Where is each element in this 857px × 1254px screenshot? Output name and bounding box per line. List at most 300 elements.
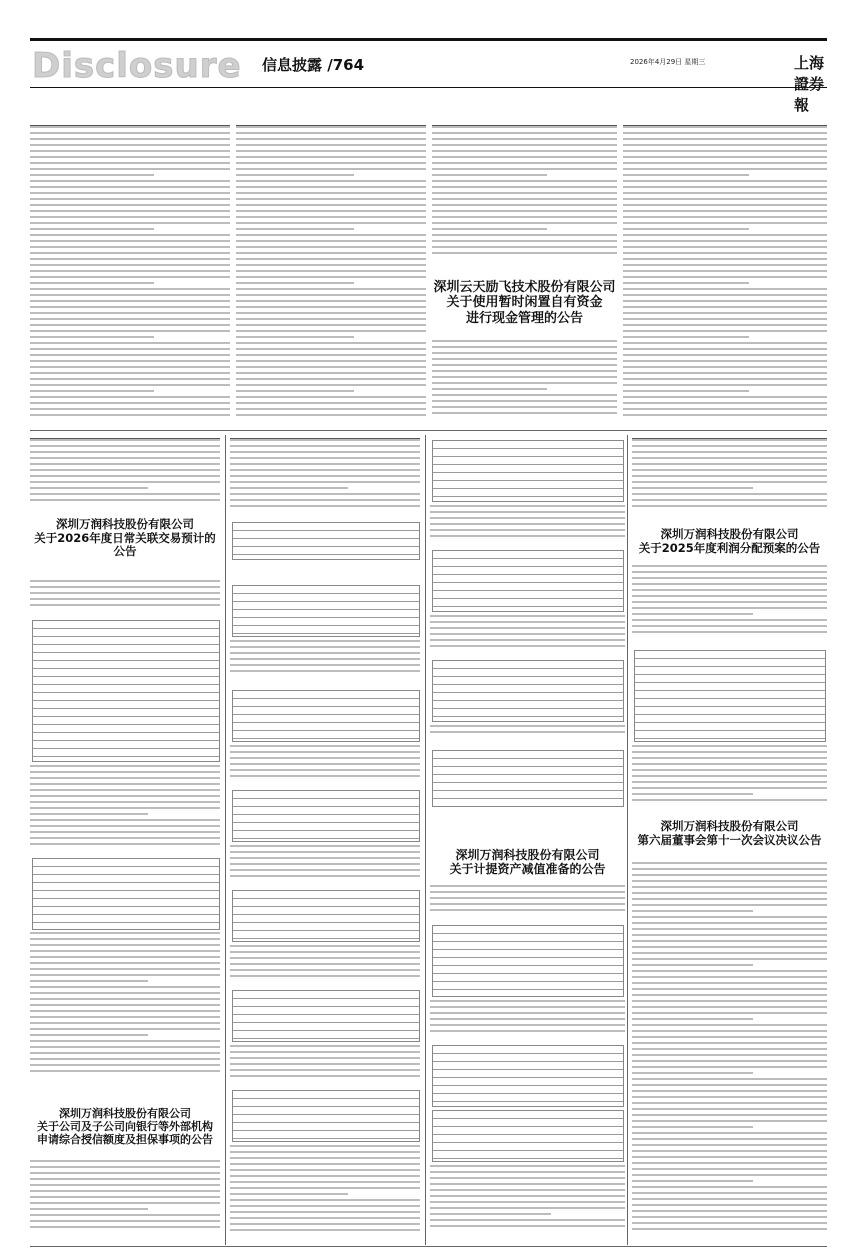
text-line	[30, 234, 230, 236]
text-line	[632, 769, 827, 771]
text-line	[236, 324, 426, 326]
text-line	[236, 342, 426, 344]
text-line	[30, 378, 230, 380]
text-line	[230, 1175, 420, 1177]
text-line	[236, 246, 426, 248]
text-line	[632, 589, 827, 591]
text-line	[30, 445, 220, 447]
text-line	[230, 963, 420, 965]
text-line	[432, 370, 617, 372]
text-line	[30, 457, 220, 459]
text-line	[632, 982, 827, 984]
text-line	[632, 916, 827, 918]
text-line	[30, 1226, 220, 1228]
text-line	[230, 969, 420, 971]
text-line	[430, 529, 625, 531]
text-line	[432, 382, 617, 384]
text-line	[432, 150, 617, 152]
text-line	[236, 396, 426, 398]
text-line	[632, 1036, 827, 1038]
text-line	[430, 505, 625, 507]
text-line	[432, 364, 617, 366]
bottom-col-c-text-5	[430, 1000, 625, 1040]
text-line	[432, 186, 617, 188]
text-line	[623, 252, 827, 254]
text-line	[623, 192, 827, 194]
text-line	[432, 406, 617, 408]
text-line	[30, 1058, 220, 1060]
financial-data-table-9	[432, 660, 624, 722]
text-line	[632, 1024, 827, 1026]
text-line	[632, 1084, 827, 1086]
text-line	[30, 1208, 148, 1210]
bottom-col-a-text-bottom	[30, 932, 220, 1082]
text-line	[230, 481, 420, 483]
text-line	[30, 180, 230, 182]
text-line	[236, 408, 426, 410]
text-line	[236, 216, 426, 218]
text-line	[632, 1108, 827, 1110]
text-line	[30, 366, 230, 368]
text-line	[30, 1214, 220, 1216]
text-line	[623, 240, 827, 242]
text-line	[30, 330, 230, 332]
text-line	[30, 598, 220, 600]
text-line	[30, 126, 230, 128]
text-line	[236, 288, 426, 290]
text-line	[432, 340, 617, 342]
text-line	[430, 1201, 625, 1203]
text-line	[236, 240, 426, 242]
text-line	[230, 775, 420, 777]
bottom-col-d-text-2	[632, 745, 827, 810]
text-line	[430, 1183, 625, 1185]
text-line	[632, 583, 827, 585]
text-line	[30, 499, 220, 501]
text-line	[632, 892, 827, 894]
text-line	[30, 1016, 220, 1018]
column-divider-1	[225, 435, 226, 1245]
text-line	[623, 366, 827, 368]
text-line	[230, 1169, 420, 1171]
text-line	[30, 324, 230, 326]
text-line	[632, 793, 753, 795]
text-line	[30, 1040, 220, 1042]
text-line	[30, 252, 230, 254]
text-line	[30, 204, 230, 206]
text-line	[30, 1052, 220, 1054]
text-line	[30, 270, 230, 272]
text-line	[432, 376, 617, 378]
text-line	[30, 348, 230, 350]
text-line	[236, 198, 426, 200]
text-line	[230, 857, 420, 859]
text-line	[430, 731, 625, 733]
text-line	[236, 264, 426, 266]
top-text-column-4	[623, 125, 827, 426]
text-line	[430, 1018, 625, 1020]
text-line	[632, 940, 827, 942]
text-line	[230, 1187, 420, 1189]
text-line	[623, 336, 749, 338]
text-line	[30, 1034, 148, 1036]
text-line	[632, 1186, 827, 1188]
text-line	[30, 843, 220, 845]
text-line	[632, 1162, 827, 1164]
text-line	[430, 1213, 551, 1215]
text-line	[430, 1030, 625, 1032]
text-line	[632, 625, 827, 627]
text-line	[30, 372, 230, 374]
bottom-col-b-text-4	[230, 945, 420, 985]
text-line	[230, 863, 420, 865]
text-line	[430, 1195, 625, 1197]
text-line	[623, 312, 827, 314]
text-line	[30, 932, 220, 934]
text-line	[632, 1042, 827, 1044]
text-line	[632, 1102, 827, 1104]
text-line	[30, 162, 230, 164]
text-line	[623, 396, 827, 398]
text-line	[30, 216, 230, 218]
text-line	[236, 204, 426, 206]
text-line	[30, 336, 154, 338]
text-line	[30, 451, 220, 453]
text-line	[230, 951, 420, 953]
text-line	[30, 174, 154, 176]
text-line	[632, 1144, 827, 1146]
text-line	[30, 789, 220, 791]
text-line	[430, 725, 625, 727]
text-line	[430, 535, 625, 537]
text-line	[623, 282, 749, 284]
text-line	[623, 150, 827, 152]
text-line	[623, 414, 827, 416]
profit-distribution-table	[634, 650, 826, 742]
text-line	[230, 1211, 420, 1213]
text-line	[30, 439, 220, 441]
text-line	[30, 222, 230, 224]
text-line	[30, 475, 220, 477]
text-line	[623, 138, 827, 140]
text-line	[432, 144, 617, 146]
text-line	[230, 769, 420, 771]
text-line	[430, 517, 625, 519]
text-line	[430, 511, 625, 513]
text-line	[632, 1168, 827, 1170]
text-line	[236, 306, 426, 308]
text-line	[230, 1045, 420, 1047]
text-line	[30, 282, 154, 284]
aging-table	[432, 1110, 624, 1162]
column-divider-3	[627, 435, 628, 1245]
text-line	[623, 330, 827, 332]
text-line	[230, 957, 420, 959]
text-line	[30, 288, 230, 290]
section-title: 信息披露 /764	[262, 56, 365, 74]
text-line	[236, 390, 354, 392]
text-line	[230, 646, 420, 648]
text-line	[230, 640, 420, 642]
text-line	[632, 775, 827, 777]
text-line	[30, 294, 230, 296]
text-line	[632, 910, 753, 912]
text-line	[632, 946, 827, 948]
text-line	[430, 615, 625, 617]
text-line	[430, 1006, 625, 1008]
text-line	[432, 252, 617, 254]
text-line	[632, 745, 827, 747]
text-line	[236, 294, 426, 296]
newspaper-name: 上海證券報	[794, 54, 825, 114]
text-line	[30, 1046, 220, 1048]
text-line	[230, 445, 420, 447]
bottom-col-b-text-3	[230, 845, 420, 885]
text-line	[632, 958, 827, 960]
text-line	[432, 132, 617, 134]
bottom-col-b-text-top	[230, 438, 420, 519]
text-line	[236, 348, 426, 350]
page-bottom-rule	[30, 1246, 827, 1247]
bottom-col-b-text-1	[230, 640, 420, 685]
text-line	[30, 831, 220, 833]
financial-data-table-1	[232, 585, 420, 637]
text-line	[30, 192, 230, 194]
text-line	[30, 998, 220, 1000]
text-line	[430, 885, 625, 887]
text-line	[236, 258, 426, 260]
text-line	[230, 757, 420, 759]
text-line	[632, 457, 827, 459]
text-line	[30, 132, 230, 134]
text-line	[30, 819, 220, 821]
text-line	[30, 938, 220, 940]
text-line	[30, 168, 230, 170]
bottom-col-c-text-4	[430, 885, 625, 920]
text-line	[230, 475, 420, 477]
text-line	[632, 1192, 827, 1194]
text-line	[432, 358, 617, 360]
text-line	[623, 384, 827, 386]
text-line	[230, 499, 420, 501]
text-line	[632, 751, 827, 753]
text-line	[30, 586, 220, 588]
text-line	[30, 469, 220, 471]
text-line	[632, 862, 827, 864]
column-divider-2	[425, 435, 426, 1245]
text-line	[236, 312, 426, 314]
text-line	[432, 388, 547, 390]
text-line	[623, 174, 749, 176]
text-line	[432, 346, 617, 348]
text-line	[30, 276, 230, 278]
impairment-detail-table	[432, 1045, 624, 1107]
text-line	[236, 192, 426, 194]
text-line	[30, 1178, 220, 1180]
text-line	[30, 300, 230, 302]
text-line	[632, 886, 827, 888]
text-line	[230, 869, 420, 871]
text-line	[230, 1069, 420, 1071]
text-line	[432, 126, 617, 128]
bottom-col-c-text-3	[430, 725, 625, 745]
bottom-col-c-text-6	[430, 1165, 625, 1240]
text-line	[632, 577, 827, 579]
text-line	[632, 1096, 827, 1098]
text-line	[623, 210, 827, 212]
text-line	[632, 601, 827, 603]
text-line	[230, 457, 420, 459]
text-line	[30, 306, 230, 308]
text-line	[632, 595, 827, 597]
text-line	[632, 1078, 827, 1080]
text-line	[632, 1018, 753, 1020]
text-line	[632, 1132, 827, 1134]
text-line	[430, 633, 625, 635]
text-line	[632, 952, 827, 954]
text-line	[236, 276, 426, 278]
text-line	[236, 162, 426, 164]
text-line	[30, 198, 230, 200]
text-line	[632, 1066, 827, 1068]
text-line	[432, 228, 547, 230]
half-divider	[30, 430, 827, 431]
text-line	[236, 168, 426, 170]
text-line	[632, 976, 827, 978]
text-line	[230, 851, 420, 853]
text-line	[236, 300, 426, 302]
text-line	[623, 258, 827, 260]
text-line	[30, 246, 230, 248]
text-line	[230, 652, 420, 654]
text-line	[30, 980, 148, 982]
top-text-column-3b	[432, 340, 617, 425]
text-line	[623, 372, 827, 374]
text-line	[432, 222, 617, 224]
text-line	[632, 565, 827, 567]
text-line	[632, 763, 827, 765]
text-line	[432, 246, 617, 248]
text-line	[432, 412, 617, 414]
text-line	[432, 394, 617, 396]
text-line	[623, 306, 827, 308]
text-line	[236, 156, 426, 158]
text-line	[632, 1114, 827, 1116]
text-line	[30, 354, 230, 356]
text-line	[623, 288, 827, 290]
text-line	[432, 204, 617, 206]
financial-data-table-3	[232, 790, 420, 842]
text-line	[432, 168, 617, 170]
text-line	[236, 150, 426, 152]
financial-data-table-6	[232, 1090, 420, 1142]
text-line	[236, 270, 426, 272]
text-line	[30, 837, 220, 839]
text-line	[632, 1156, 827, 1158]
text-line	[623, 144, 827, 146]
text-line	[430, 1219, 625, 1221]
text-line	[30, 795, 220, 797]
text-line	[230, 1157, 420, 1159]
text-line	[236, 366, 426, 368]
text-line	[430, 639, 625, 641]
text-line	[30, 360, 230, 362]
text-line	[632, 1006, 827, 1008]
text-line	[632, 1174, 827, 1176]
text-line	[236, 228, 354, 230]
text-line	[623, 360, 827, 362]
text-line	[632, 874, 827, 876]
text-line	[230, 1051, 420, 1053]
related-parties-table	[32, 858, 220, 930]
text-line	[30, 1070, 220, 1072]
text-line	[230, 658, 420, 660]
text-line	[230, 1193, 348, 1195]
text-line	[30, 408, 230, 410]
text-line	[623, 324, 827, 326]
text-line	[632, 880, 827, 882]
text-line	[623, 300, 827, 302]
text-line	[30, 1172, 220, 1174]
text-line	[632, 1030, 827, 1032]
text-line	[623, 294, 827, 296]
text-line	[623, 342, 827, 344]
text-line	[632, 481, 827, 483]
text-line	[632, 1198, 827, 1200]
text-line	[236, 252, 426, 254]
text-line	[230, 1205, 420, 1207]
text-line	[632, 994, 827, 996]
text-line	[230, 505, 420, 507]
text-line	[30, 813, 148, 815]
text-line	[230, 469, 420, 471]
text-line	[30, 1220, 220, 1222]
text-line	[30, 944, 220, 946]
text-line	[430, 1207, 625, 1209]
text-line	[632, 799, 827, 801]
text-line	[623, 234, 827, 236]
announcement-title-related-transactions: 深圳万润科技股份有限公司 关于2026年度日常关联交易预计的 公告	[34, 517, 216, 559]
bottom-col-a-text-mid	[30, 580, 220, 615]
text-line	[30, 777, 220, 779]
text-line	[432, 198, 617, 200]
text-line	[430, 1165, 625, 1167]
bottom-col-a-text-lower	[30, 765, 220, 855]
text-line	[30, 986, 220, 988]
text-line	[230, 1199, 420, 1201]
text-line	[30, 402, 230, 404]
bottom-col-d-text-3	[632, 862, 827, 1240]
text-line	[632, 1012, 827, 1014]
text-line	[236, 354, 426, 356]
text-line	[230, 463, 420, 465]
text-line	[230, 1229, 420, 1231]
impairment-table	[432, 925, 624, 997]
text-line	[632, 787, 827, 789]
text-line	[236, 318, 426, 320]
text-line	[623, 216, 827, 218]
text-line	[230, 875, 420, 877]
text-line	[623, 222, 827, 224]
bottom-col-a-text-end	[30, 1160, 220, 1240]
text-line	[623, 168, 827, 170]
text-line	[30, 1202, 220, 1204]
text-line	[30, 150, 230, 152]
top-text-column-2	[236, 125, 426, 426]
text-line	[230, 451, 420, 453]
financial-data-table-8	[432, 550, 624, 612]
text-line	[432, 192, 617, 194]
